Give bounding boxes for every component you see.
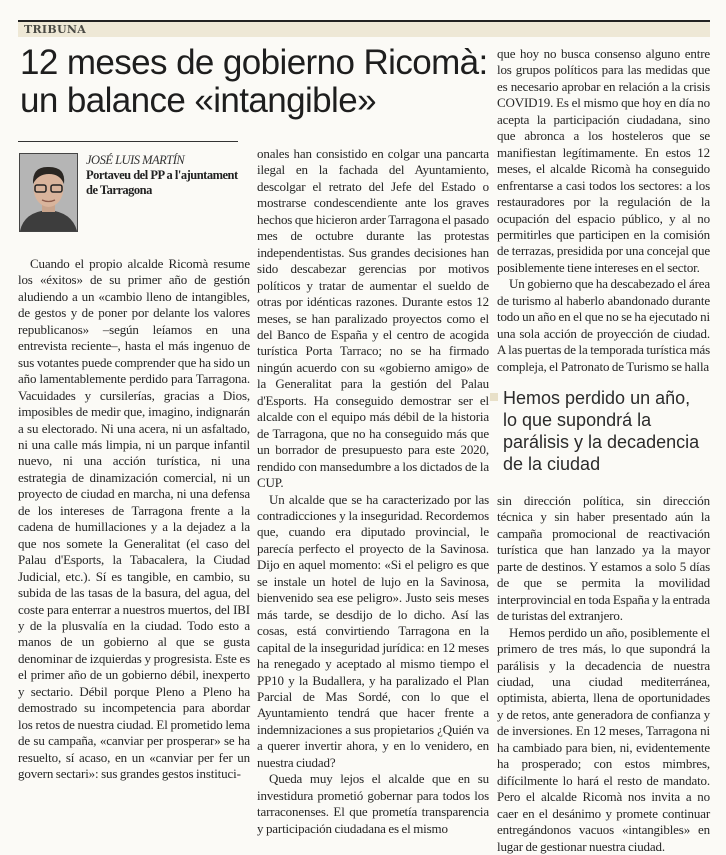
section-bar [18,22,710,37]
author-name: JOSÉ LUIS MARTÍN [86,153,185,167]
author-role-line-1: Portaveu del PP a l'ajuntament [86,168,238,182]
paragraph: Cuando el propio alcalde Ricomà resume los «éxitos» de su primer año de gestión aludiendo a un «cambio lleno de intangibles, de gestos y de poner por delante los valores republicanos» –según leíamos en una entrevista reciente–, hasta el más ingenuo de sus votantes puede comprender que ha sido un año lamentablemente perdido para Tarragona. Vacuidades y cursilerías, gracias a Dios, imposibles de medir que, imagino, indignarán a su electorado. Ni una acera, ni un asfaltado, ni una calle más limpia, ni un parque infantil nuevo, ni una acción turística, ni una estrategia de dinamización comercial, ni un proyecto de ciudad en marcha, ni una defensa de los intereses de Tarragona frente a la cadena de humillaciones y a la dejadez a la que nos somete la Generalitat (el caso del Palau d'Esports, la Tabacalera, la Ciudad Judicial, etc.). Sí es tangible, en cambio, su subida de las tasas de la basura, del agua, del coste para enterrar a nuestros muertos, del IBI y de la plusvalía en la ciudad. Todo esto a manos de un gobierno al que se gusta denominar de izquierdas y progresista. Este es el primer año de un gobierno débil, inexperto y sectario. Débil porque Pleno a Pleno ha demostrado su incompetencia para abordar los retos de nuestra ciudad. El prometido lema de su campaña, «canviar per prosperar» se ha resuelto, sí acaso, en un «canviar per fer un govern sectari»: sus grandes gestos instituci- [18,256,250,782]
paragraph: que hoy no busca consenso alguno entre los grupos políticos para las medidas que es necesario aprobar en relación a la crisis COVID19. Es el mismo que hoy en día no acepta la participación ciudadana, sino que abronca a los hosteleros que se manifiestan legítimamente. En estos 12 meses, el alcalde Ricomà ha conseguido enfrentarse a casi todos los sectores: a los restauradores por la regulación de la ocupación del espacio público, y al no permitirles que participen en la comisión de terrazas, presidida por una concejal que posiblemente tiene intereses en el sector. [497,46,710,275]
headline [20,44,488,120]
author-byline [86,153,248,198]
column-2 [257,146,489,837]
section-label: TRIBUNA [24,23,87,36]
paragraph: Un gobierno que ha descabezado el área de turismo al haberlo abandonado durante todo un año en el que no se ha ejecutado ni una sola acción de proyección de ciudad. A las puertas de la temporada turística más compleja, el Patronato de Turismo se halla [497,276,710,374]
paragraph: Hemos perdido un año, posiblemente el primero de tres más, lo que supondrá la parálisis y la decadencia de nuestra ciudad, una ciudad mediterránea, optimista, abierta, llena de oportunidades y de retos, ante generadora de confianza y de inversiones. En 12 meses, Tarragona ni ha cambiado para bien, ni, evidentemente ha prosperado; con estos mimbres, difícilmente lo hará el resto de mandato. Pero el alcalde Ricomà nos invita a no caer en el desánimo y promete continuar entregándonos vacuos «intangibles» en lugar de gestionar nuestra ciudad. [497,624,710,854]
column-3-bottom [497,493,710,855]
paragraph: Un alcalde que se ha caracterizado por las contradicciones y la inseguridad. Recordemos que, cuando era diputado provincial, le parecía perfecto el proyecto de la Savinosa. Dijo en aquel momento: «Si el peligro es que se instale un hotel de lujo en la Savinosa, bienvenido sea ese peligro». Justo seis meses más tarde, se desdijo de lo dicho. Así las cosas, está convirtiendo Tarragona en la capital de la inseguridad jurídica: en 12 meses ha renegado y aceptado al mismo tiempo el PP10 y la Budallera, y ha paralizado el Plan Parcial de Mas Sordé, con lo que el Ayuntamiento tendrá que hacer frente a indemnizaciones a sus propietarios ¿Quién va a querer invertir ahora, y en lo venidero, en nuestra ciudad? [257,491,489,770]
pull-quote: Hemos perdido un año, lo que supondrá la parálisis y la decadencia de la ciudad [503,388,700,474]
headline-line-1: 12 meses de gobierno Ricomà: [20,43,488,82]
author-portrait-icon [19,153,78,232]
headline-line-2: un balance «intangible» [20,81,376,120]
byline-rule [18,141,238,142]
paragraph: onales han consistido en colgar una pancarta ilegal en la fachada del Ayuntamiento, descolgar el retrato del Jefe del Estado o mostrarse condescendiente ante los graves hechos que hicieron arder Tarragona el pasado mes de octubre durante las protestas independentistas. Sus grandes decisiones han sido descabezar gerencias por motivos políticos y tratar de aumentar el sueldo de otras por idénticas razones. Durante estos 12 meses, se han paralizado proyectos como el del Banco de España y el centro de acogida turística Porta Tarraco; no se ha firmado ningún acuerdo con su «gobierno amigo» de la Generalitat para la gestión del Palau d'Esports. Ha conseguido demostrar ser el alcalde con el equipo más débil de la historia de Tarragona, que no ha conseguido más que un borrador de presupuesto para este 2020, rendido con mansedumbre a los dictados de la CUP. [257,146,489,491]
paragraph: sin dirección política, sin dirección técnica y sin haber presentado aún la campaña promocional de reactivación turística que han lanzado ya la mayor parte de destinos. Y estamos a solo 5 días de que se permita la movilidad interprovincial en toda España y la entrada de turistas del extranjero. [497,493,710,624]
column-3-top [497,46,710,375]
column-1 [18,256,250,783]
paragraph: Queda muy lejos el alcalde que en su investidura prometió gobernar para todos los tarraconenses. El que prometía transparencia y participación ciudadana es el mismo [257,771,489,836]
author-role-line-2: de Tarragona [86,183,152,197]
pull-quote-marker [490,393,498,401]
